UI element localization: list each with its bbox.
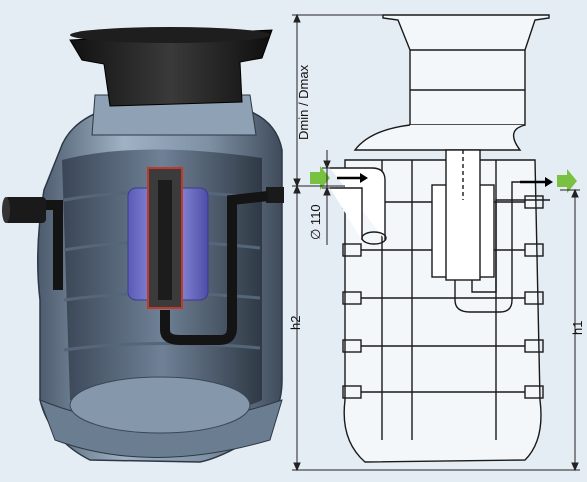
outlet-stub (266, 187, 284, 203)
technical-drawing (330, 15, 553, 462)
inlet-stub (4, 197, 46, 223)
green-arrow-right-icon (557, 169, 577, 193)
dim-h1-label: h1 (570, 320, 585, 335)
dim-dmin-dmax-label: Dmin / Dmax (296, 64, 311, 140)
dim-h2-label: h2 (288, 315, 303, 330)
dim-diameter-label: ∅ 110 (308, 204, 323, 240)
tank-render (2, 27, 284, 462)
drawing-cover (383, 15, 549, 125)
tank-floor (70, 377, 250, 433)
lid-top (70, 27, 270, 43)
